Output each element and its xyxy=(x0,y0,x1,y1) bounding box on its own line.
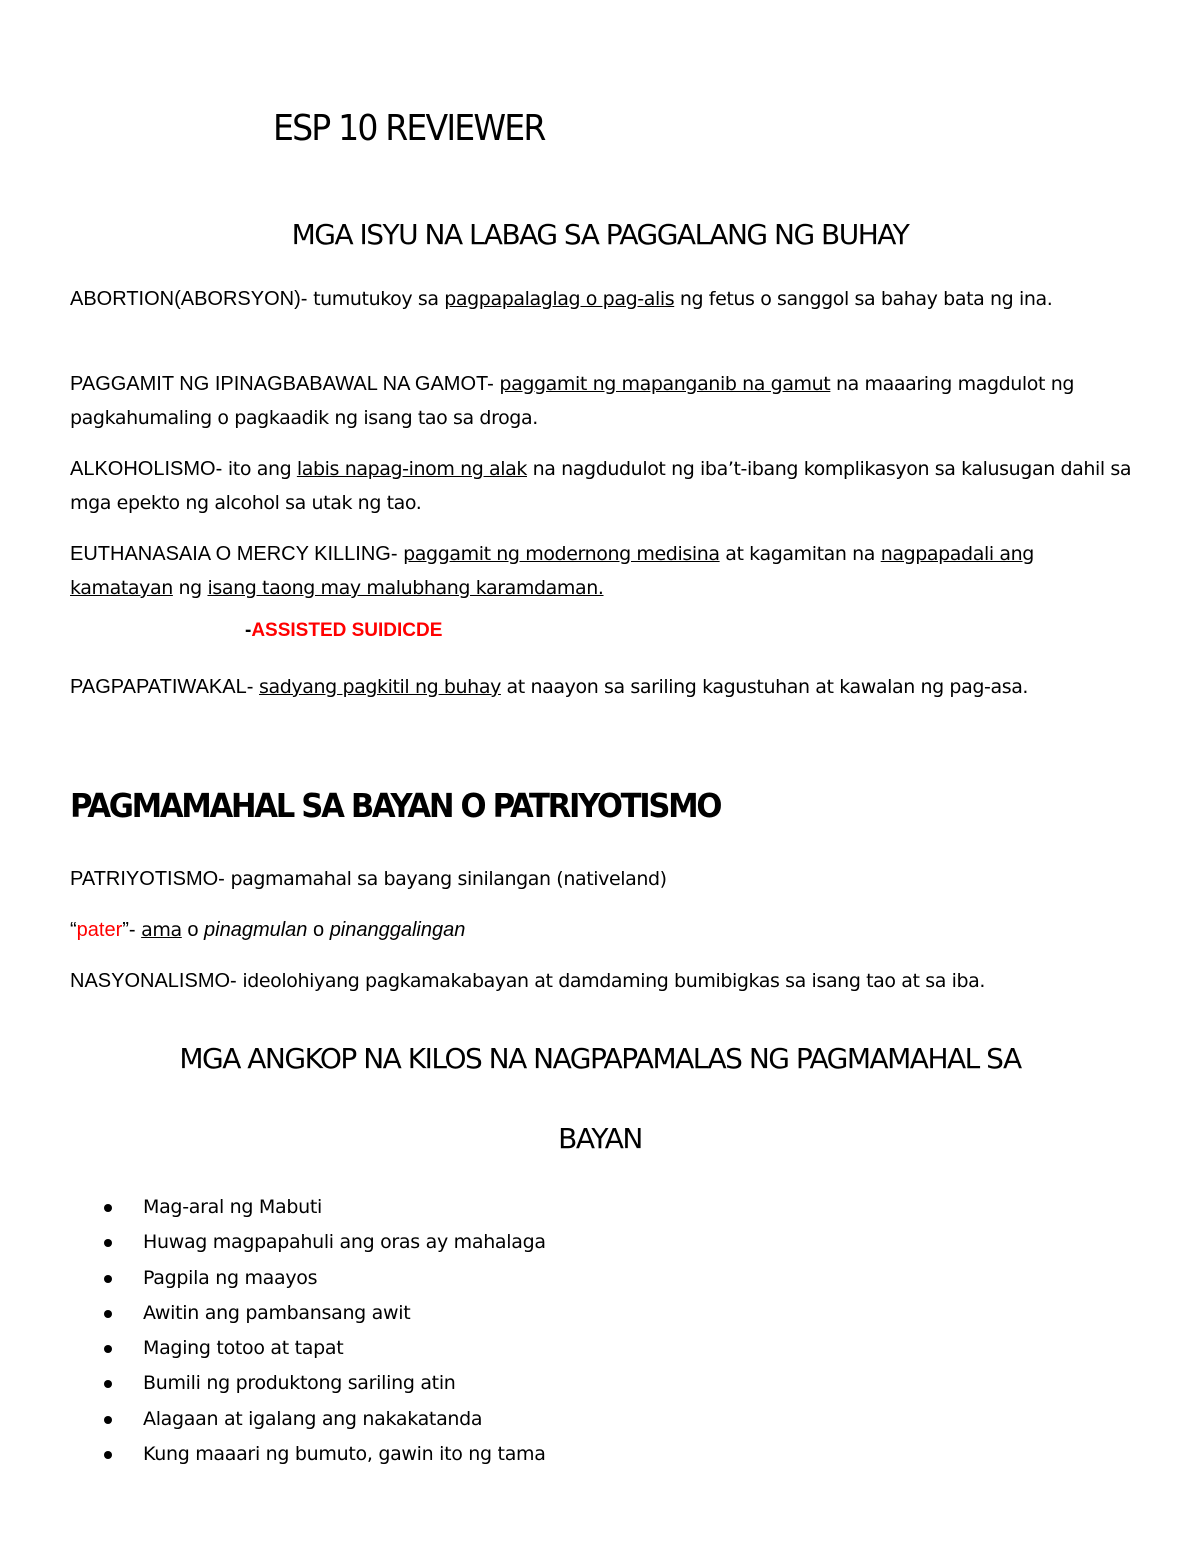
def-alkohol-post: na nagdudulot ng iba’t-ibang komplikasyon sa kalusugan dahil sa mga epekto ng alcohol sa utak ng tao. xyxy=(70,458,1132,514)
def-patriyotismo: pagmamahal sa bayang sinilangan (nativeland) xyxy=(224,868,667,890)
def-abortion-pre: tumutukoy sa xyxy=(307,288,445,310)
pater-close-quote: ”- xyxy=(122,919,136,941)
def-patiwakal-underlined: sadyang pagkitil ng buhay xyxy=(259,676,501,698)
term-patiwakal: PAGPAPATIWAKAL- xyxy=(70,676,254,698)
bullet-icon xyxy=(104,1239,112,1247)
def-alkohol-pre: ito ang xyxy=(222,458,297,480)
list-item-text: Awitin ang pambansang awit xyxy=(143,1301,411,1324)
section-heading-kilos-line-1: MGA ANGKOP NA KILOS NA NAGPAPAMALAS NG PAGMAMAHAL SA xyxy=(179,1042,1021,1075)
term-patriyotismo: PATRIYOTISMO- xyxy=(70,868,225,890)
paragraph-pater xyxy=(70,913,1132,947)
section-heading-kilos-line-2: BAYAN xyxy=(558,1122,642,1155)
paragraph-gamot xyxy=(70,367,1132,435)
list-item xyxy=(70,1366,546,1401)
paragraph-nasyonalismo xyxy=(70,964,1132,998)
section-heading-isyu: MGA ISYU NA LABAG SA PAGGALANG NG BUHAY xyxy=(291,218,909,251)
pater-o-1: o xyxy=(181,919,205,941)
list-item-text: Alagaan at igalang ang nakakatanda xyxy=(143,1407,483,1430)
list-item-text: Kung maaari ng bumuto, gawin ito ng tama xyxy=(143,1443,546,1466)
section-heading-patriyotismo: PAGMAMAHAL SA BAYAN O PATRIYOTISMO xyxy=(70,786,721,825)
def-euth-underlined-3: isang taong may malubhang karamdaman. xyxy=(207,577,604,599)
document-title: ESP 10 REVIEWER xyxy=(273,108,545,149)
def-euth-mid-2: ng xyxy=(172,577,208,599)
list-item xyxy=(70,1296,546,1331)
list-item-text: Pagpila ng maayos xyxy=(143,1266,318,1289)
def-abortion-underlined: pagpapalaglag o pag-alis xyxy=(444,288,675,310)
def-euth-mid-1: at kagamitan na xyxy=(719,543,881,565)
term-nasyonalismo: NASYONALISMO- xyxy=(70,970,237,992)
list-item xyxy=(70,1190,546,1225)
paragraph-alkoholismo xyxy=(70,452,1132,520)
list-item xyxy=(70,1331,546,1366)
def-patiwakal-post: at naayon sa sariling kagustuhan at kawalan ng pag-asa. xyxy=(500,676,1029,698)
bullet-icon xyxy=(104,1451,112,1459)
bullet-icon xyxy=(104,1204,112,1212)
bullet-icon xyxy=(104,1380,112,1388)
paragraph-euthanasia xyxy=(70,537,1132,605)
term-euthanasia: EUTHANASAIA O MERCY KILLING- xyxy=(70,543,398,565)
assisted-suicide-label: ASSISTED SUIDICDE xyxy=(251,620,443,641)
paragraph-patriyotismo xyxy=(70,862,1132,896)
list-item xyxy=(70,1437,546,1472)
assisted-dash: - xyxy=(245,620,252,641)
pater-o-2: o xyxy=(307,919,330,941)
list-item xyxy=(70,1261,546,1296)
paragraph-patiwakal xyxy=(70,670,1132,704)
term-gamot: PAGGAMIT NG IPINAGBABAWAL NA GAMOT- xyxy=(70,373,494,395)
pater-ama: ama xyxy=(141,919,182,941)
def-alkohol-underlined: labis napag-inom ng alak xyxy=(296,458,527,480)
def-nasyonalismo: ideolohiyang pagkamakabayan at damdaming bumibigkas sa isang tao at sa iba. xyxy=(236,970,986,992)
pater-pinanggalingan: pinanggalingan xyxy=(329,919,466,941)
list-item-text: Bumili ng produktong sariling atin xyxy=(143,1372,456,1395)
bullet-icon xyxy=(104,1416,112,1424)
list-item xyxy=(70,1225,546,1260)
pater-word: pater xyxy=(76,919,123,941)
pater-open-quote: “ xyxy=(70,919,77,941)
def-euth-underlined-1: paggamit ng modernong medisina xyxy=(403,543,720,565)
kilos-list xyxy=(70,1190,546,1472)
pater-pinagmulan: pinagmulan xyxy=(204,919,308,941)
def-euth-underlined-2: nagpapadali ang kamatayan xyxy=(70,543,1034,599)
term-abortion: ABORTION(ABORSYON)- xyxy=(70,288,308,310)
assisted-suicide-note xyxy=(245,620,442,642)
bullet-icon xyxy=(104,1310,112,1318)
list-item-text: Maging totoo at tapat xyxy=(143,1337,344,1360)
bullet-icon xyxy=(104,1345,112,1353)
def-gamot-underlined: paggamit ng mapanganib na gamut xyxy=(499,373,831,395)
paragraph-abortion xyxy=(70,282,1132,316)
bullet-icon xyxy=(104,1275,112,1283)
def-abortion-post: ng fetus o sanggol sa bahay bata ng ina. xyxy=(674,288,1053,310)
def-gamot-post: na maaaring magdulot ng pagkahumaling o pagkaadik ng isang tao sa droga. xyxy=(70,373,1075,429)
term-alkoholismo: ALKOHOLISMO- xyxy=(70,458,223,480)
list-item xyxy=(70,1402,546,1437)
list-item-text: Huwag magpapahuli ang oras ay mahalaga xyxy=(143,1231,546,1254)
list-item-text: Mag-aral ng Mabuti xyxy=(143,1196,322,1218)
